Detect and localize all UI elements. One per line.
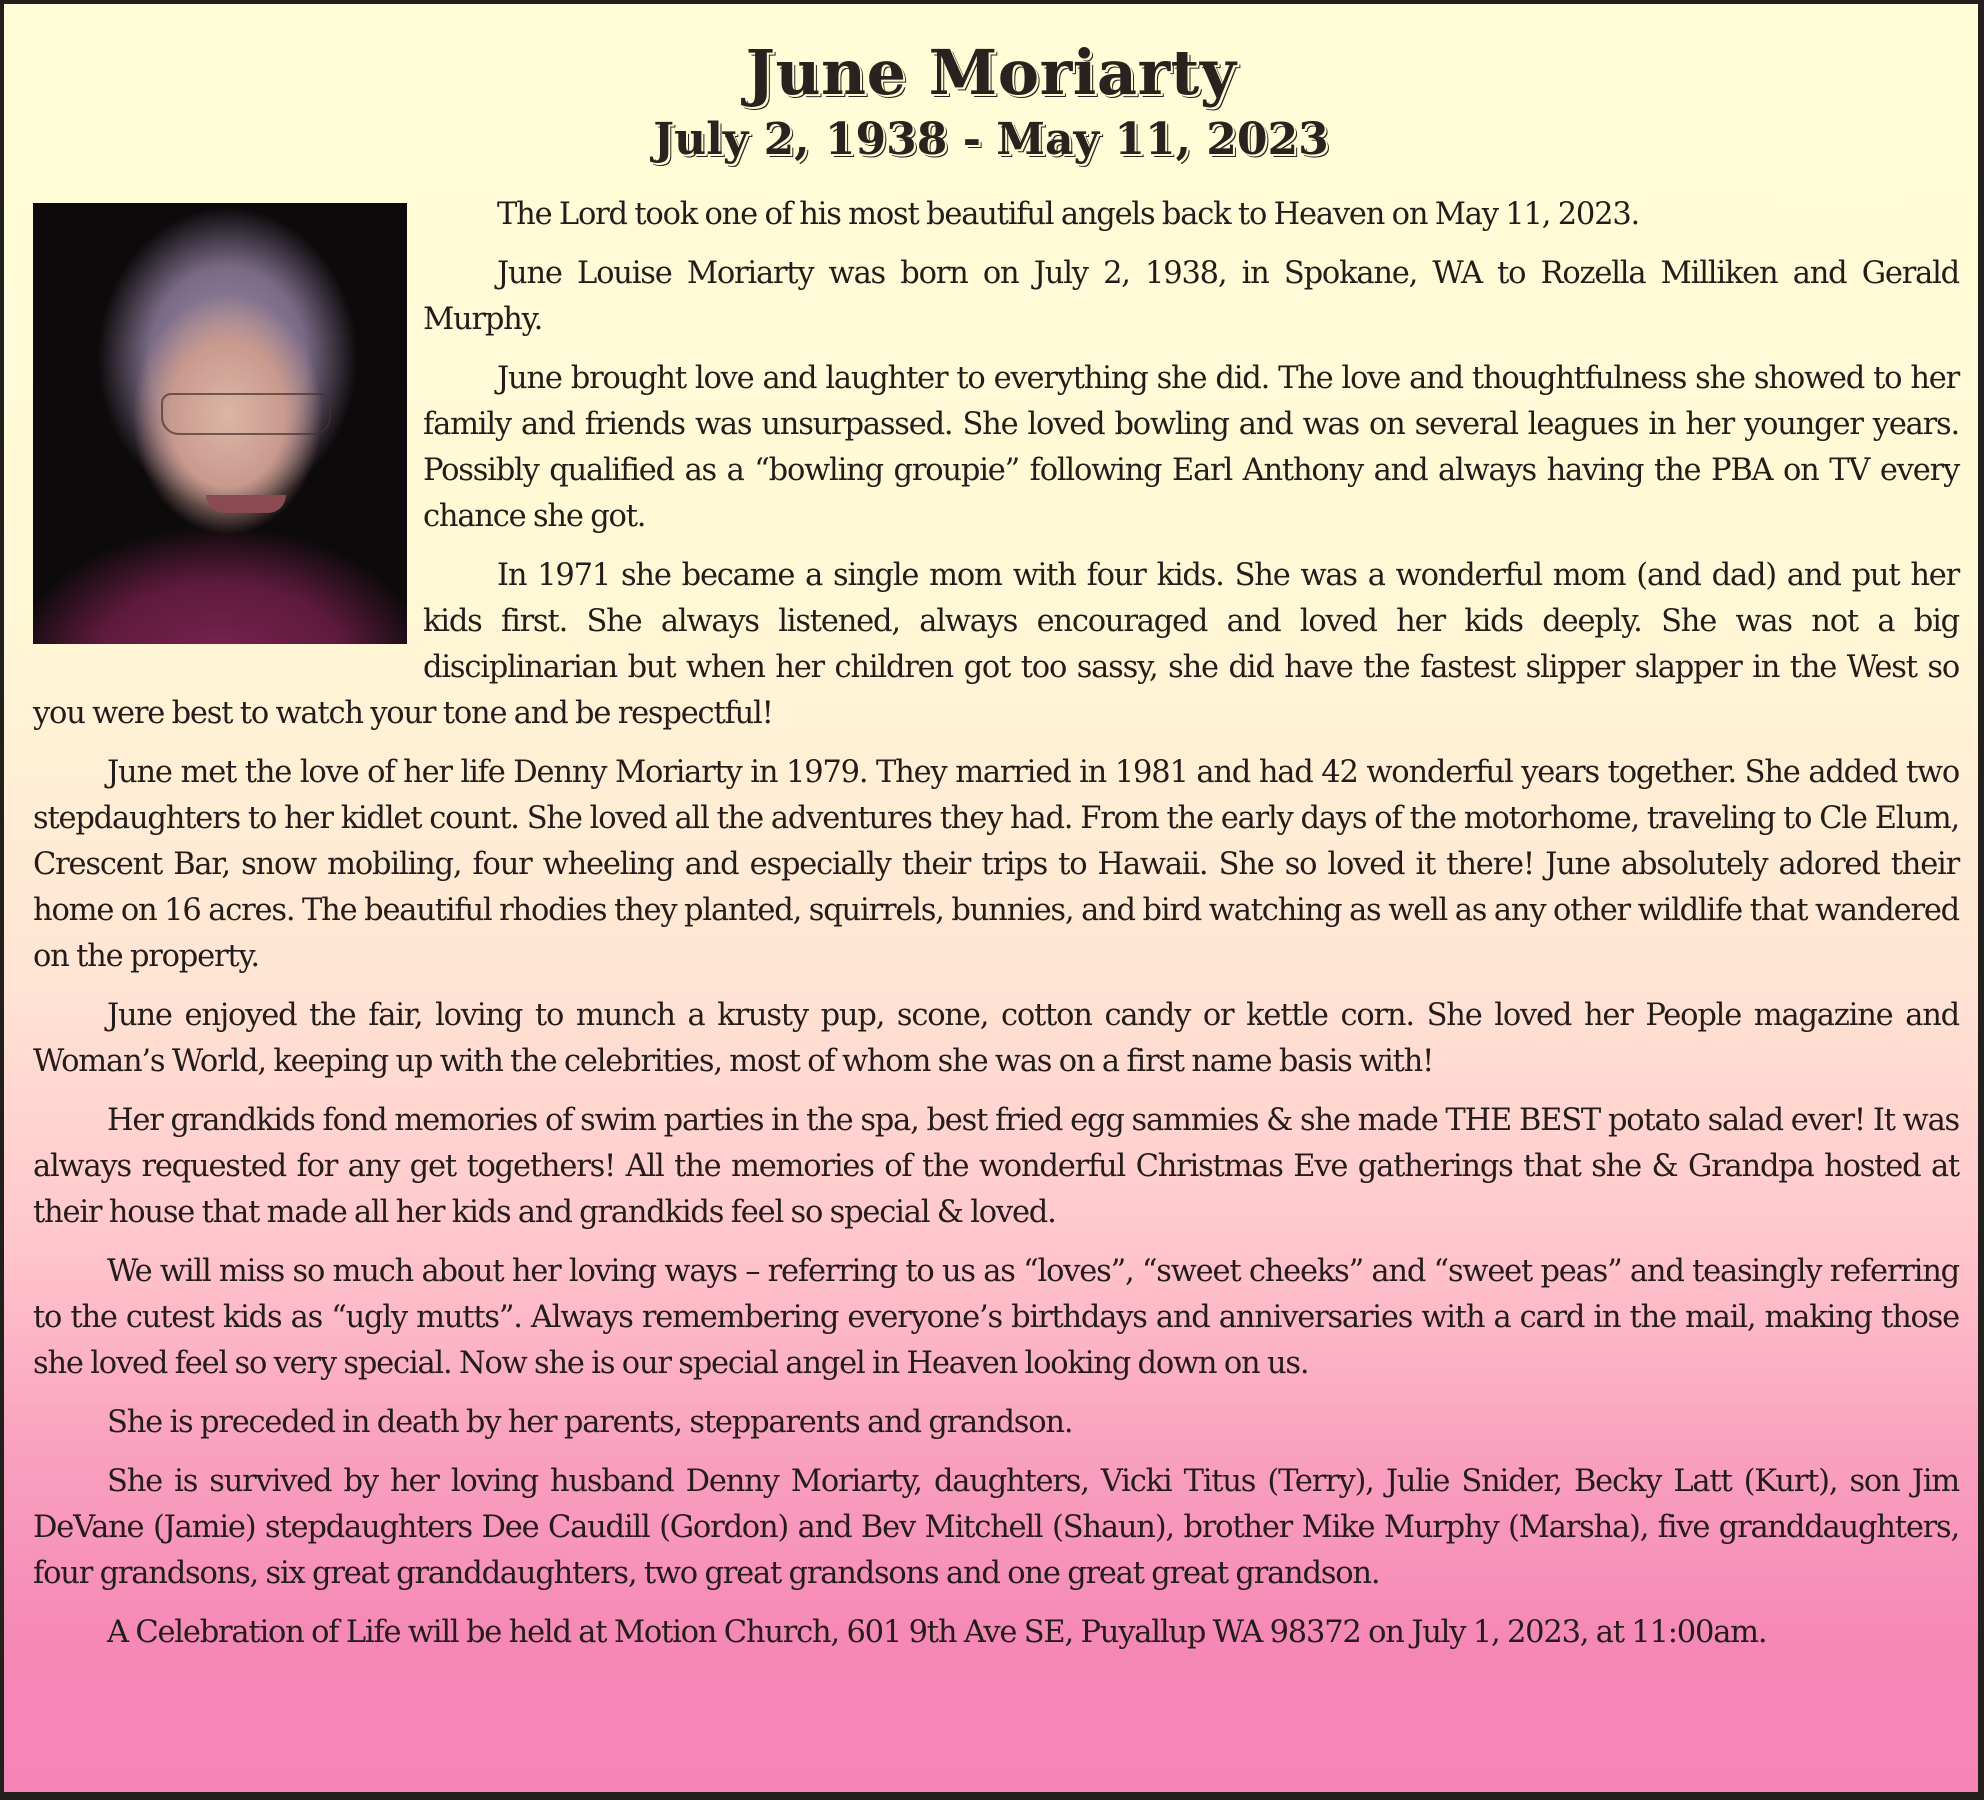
photo-spacer xyxy=(33,192,423,672)
paragraph-announcement: The Lord took one of his most beautiful angels back to Heaven on May 11, 2023. xyxy=(497,197,1640,232)
paragraph-survived: She is survived by her loving husband Denny Moriarty, daughters, Vicki Titus (Terry), Julie Snider, Becky Latt (Kurt), son Jim DeVane (Jamie) stepdaughters Dee Caudill (Gordon) and Bev Mitchell (Shaun), brother Mike Murphy (Marsha), five granddaughters, four grandsons, six great granddaughters, two great grandsons and one great great grandson. xyxy=(33,1464,1959,1591)
paragraph-preceded: She is preceded in death by her parents, stepparents and grandson. xyxy=(107,1405,1073,1440)
obituary-card xyxy=(4,4,1978,1792)
decedent-name: June Moriarty xyxy=(745,36,1237,109)
paragraph-motherhood: In 1971 she became a single mom with four kids. She was a wonderful mom (and dad) and put her kids first. She always listened, always encouraged and loved her kids deeply. She was not a big disciplinarian but when her children got too sassy, she did have the fastest slipper slapper in the West so you were best to watch your tone and be respectful! xyxy=(33,558,1959,731)
obituary-body xyxy=(33,192,1959,1669)
paragraph-celebration: A Celebration of Life will be held at Motion Church, 601 9th Ave SE, Puyallup WA 98372 on July 1, 2023, at 11:00am. xyxy=(107,1615,1767,1650)
paragraph-birth: June Louise Moriarty was born on July 2, 1938, in Spokane, WA to Rozella Milliken and Gerald Murphy. xyxy=(423,256,1959,337)
paragraph-personality: June brought love and laughter to everything she did. The love and thoughtfulness she showed to her family and friends was unsurpassed. She loved bowling and was on several leagues in her younger years. Possibly qualified as a “bowling groupie” following Earl Anthony and always having the PBA on TV every chance she got. xyxy=(423,361,1959,534)
paragraph-grandkids: Her grandkids fond memories of swim parties in the spa, best fried egg sammies & she made THE BEST potato salad ever! It was always requested for any get togethers! All the memories of the wonderful Christmas Eve gatherings that she & Grandpa hosted at their house that made all her kids and grandkids feel so special & loved. xyxy=(33,1103,1959,1230)
paragraph-hobbies: June enjoyed the fair, loving to munch a krusty pup, scone, cotton candy or kettle corn. She loved her People magazine and Woman’s World, keeping up with the celebrities, most of whom she was on a first name basis with! xyxy=(33,998,1959,1079)
paragraph-memories: We will miss so much about her loving ways – referring to us as “loves”, “sweet cheeks” and “sweet peas” and teasingly referring to the cutest kids as “ugly mutts”. Always remembering everyone’s birthdays and anniversaries with a card in the mail, making those she loved feel so very special. Now she is our special angel in Heaven looking down on us. xyxy=(33,1254,1959,1381)
life-dates: July 2, 1938 - May 11, 2023 xyxy=(653,114,1329,165)
paragraph-marriage: June met the love of her life Denny Moriarty in 1979. They married in 1981 and had 42 wonderful years together. She added two stepdaughters to her kidlet count. She loved all the adventures they had. From the early days of the motorhome, traveling to Cle Elum, Crescent Bar, snow mobiling, four wheeling and especially their trips to Hawaii. She so loved it there! June absolutely adored their home on 16 acres. The beautiful rhodies they planted, squirrels, bunnies, and bird watching as well as any other wildlife that wandered on the property. xyxy=(33,755,1959,974)
